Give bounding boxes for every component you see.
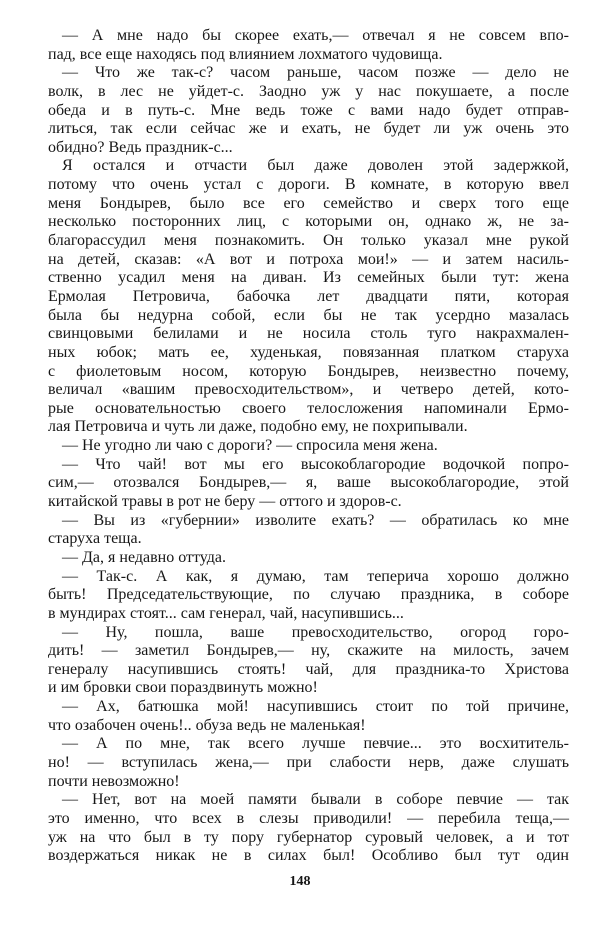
text-line: была бы недурна собой, если бы не так усердно мазалась bbox=[48, 306, 569, 324]
text-line: но! — вступилась жена,— при слабости нерв, даже слушать bbox=[48, 753, 569, 771]
text-line: что озабочен очень!.. обуза ведь не маленькая! bbox=[48, 716, 366, 734]
text-line: ных юбок; мать ее, худенькая, повязанная платком старуха bbox=[48, 343, 569, 361]
text-line: быть! Председательствующие, по случаю праздника, в соборе bbox=[48, 586, 569, 604]
text-line: свинцовыми белилами и не носила столь туго накрахмален- bbox=[48, 325, 569, 343]
text-line: благорассудил меня познакомить. Он только указал мне рукой bbox=[48, 232, 569, 250]
text-line: лая Петровича и чуть ли даже, подобно ему, не похрипывали. bbox=[48, 418, 468, 436]
text-line: старуха теща. bbox=[48, 530, 142, 548]
text-line: волк, в лес не уйдет-с. Заодно уж у нас покушаете, а после bbox=[48, 82, 569, 100]
text-line: несколько посторонних лиц, с которыми он, однако ж, не за- bbox=[48, 213, 569, 231]
text-line: — Ну, пошла, ваше превосходительство, огород горо- bbox=[62, 623, 569, 641]
text-line: — Ах, батюшка мой! насупившись стоит по той причине, bbox=[62, 698, 569, 716]
text-line: на детей, сказав: «А вот и потроха мои!» — и затем насиль- bbox=[48, 250, 569, 268]
text-line: — А мне надо бы скорее ехать,— отвечал я не совсем впо- bbox=[62, 27, 569, 44]
text-line: Я остался и отчасти был даже доволен этой задержкой, bbox=[62, 157, 569, 175]
text-line: воздержаться никак не в силах был! Особливо был тут один bbox=[48, 847, 569, 865]
text-line: — Что же так-с? часом раньше, часом позже — дело не bbox=[62, 64, 569, 82]
text-line: пад, все еще находясь под влиянием лохматого чудовища. bbox=[48, 45, 443, 63]
text-line: меня Бондырев, было все его семейство и сверх того еще bbox=[48, 194, 569, 212]
text-line: в мундирах стоят... сам генерал, чай, насупившись... bbox=[48, 604, 404, 622]
text-line: обидно? Ведь праздник-с... bbox=[48, 138, 233, 156]
text-line: — А по мне, так всего лучше певчие... это восхититель- bbox=[62, 735, 569, 753]
text-line: — Что чай! вот мы его высокоблагородие водочкой попро- bbox=[62, 455, 569, 473]
text-line: сим,— отозвался Бондырев,— я, ваше высокоблагородие, этой bbox=[48, 474, 569, 492]
text-line: уж на что был в ту пору губернатор суровый человек, а и тот bbox=[48, 828, 569, 846]
text-line: это именно, что всех в слезы приводили! — перебила теща,— bbox=[48, 809, 569, 827]
text-line: генералу насупившись стоять! чай, для праздника-то Христова bbox=[48, 660, 569, 678]
text-line: — Да, я недавно оттуда. bbox=[62, 548, 226, 566]
page-text bbox=[48, 27, 569, 866]
text-line: потому что очень устал с дороги. В комнате, в которую ввел bbox=[48, 176, 569, 194]
text-line: китайской травы в рот не беру — оттого и здоров-с. bbox=[48, 493, 402, 511]
text-line: литься, так если сейчас же и ехать, не будет ли уж очень это bbox=[48, 120, 569, 138]
text-line: дить! — заметил Бондырев,— ну, скажите на милость, зачем bbox=[48, 642, 569, 660]
text-line: обеда и в путь-с. Мне ведь тоже с вами надо будет отправ- bbox=[48, 101, 569, 119]
text-line: почти невозможно! bbox=[48, 772, 180, 790]
text-line: — Вы из «губернии» изволите ехать? — обратилась ко мне bbox=[62, 511, 569, 529]
text-line: — Нет, вот на моей памяти бывали в соборе певчие — так bbox=[62, 791, 569, 809]
text-line: величал «вашим превосходительством», и четверо детей, кото- bbox=[48, 381, 569, 399]
text-line: ственно усадил меня на диван. Из семейных были тут: жена bbox=[48, 269, 569, 287]
text-line: рые основательностью своего телосложения напоминали Ермо- bbox=[48, 399, 569, 417]
text-line: — Так-с. А как, я думаю, там теперича хорошо должно bbox=[62, 567, 569, 585]
text-line: с фиолетовым носом, которую Бондырев, неизвестно почему, bbox=[48, 362, 569, 380]
text-line: Ермолая Петровича, бабочка лет двадцати пяти, которая bbox=[48, 287, 569, 305]
page-number: 148 bbox=[289, 874, 311, 889]
text-line: и им бровки свои пораздвинуть можно! bbox=[48, 679, 318, 697]
text-line: — Не угодно ли чаю с дороги? — спросила меня жена. bbox=[62, 437, 438, 455]
